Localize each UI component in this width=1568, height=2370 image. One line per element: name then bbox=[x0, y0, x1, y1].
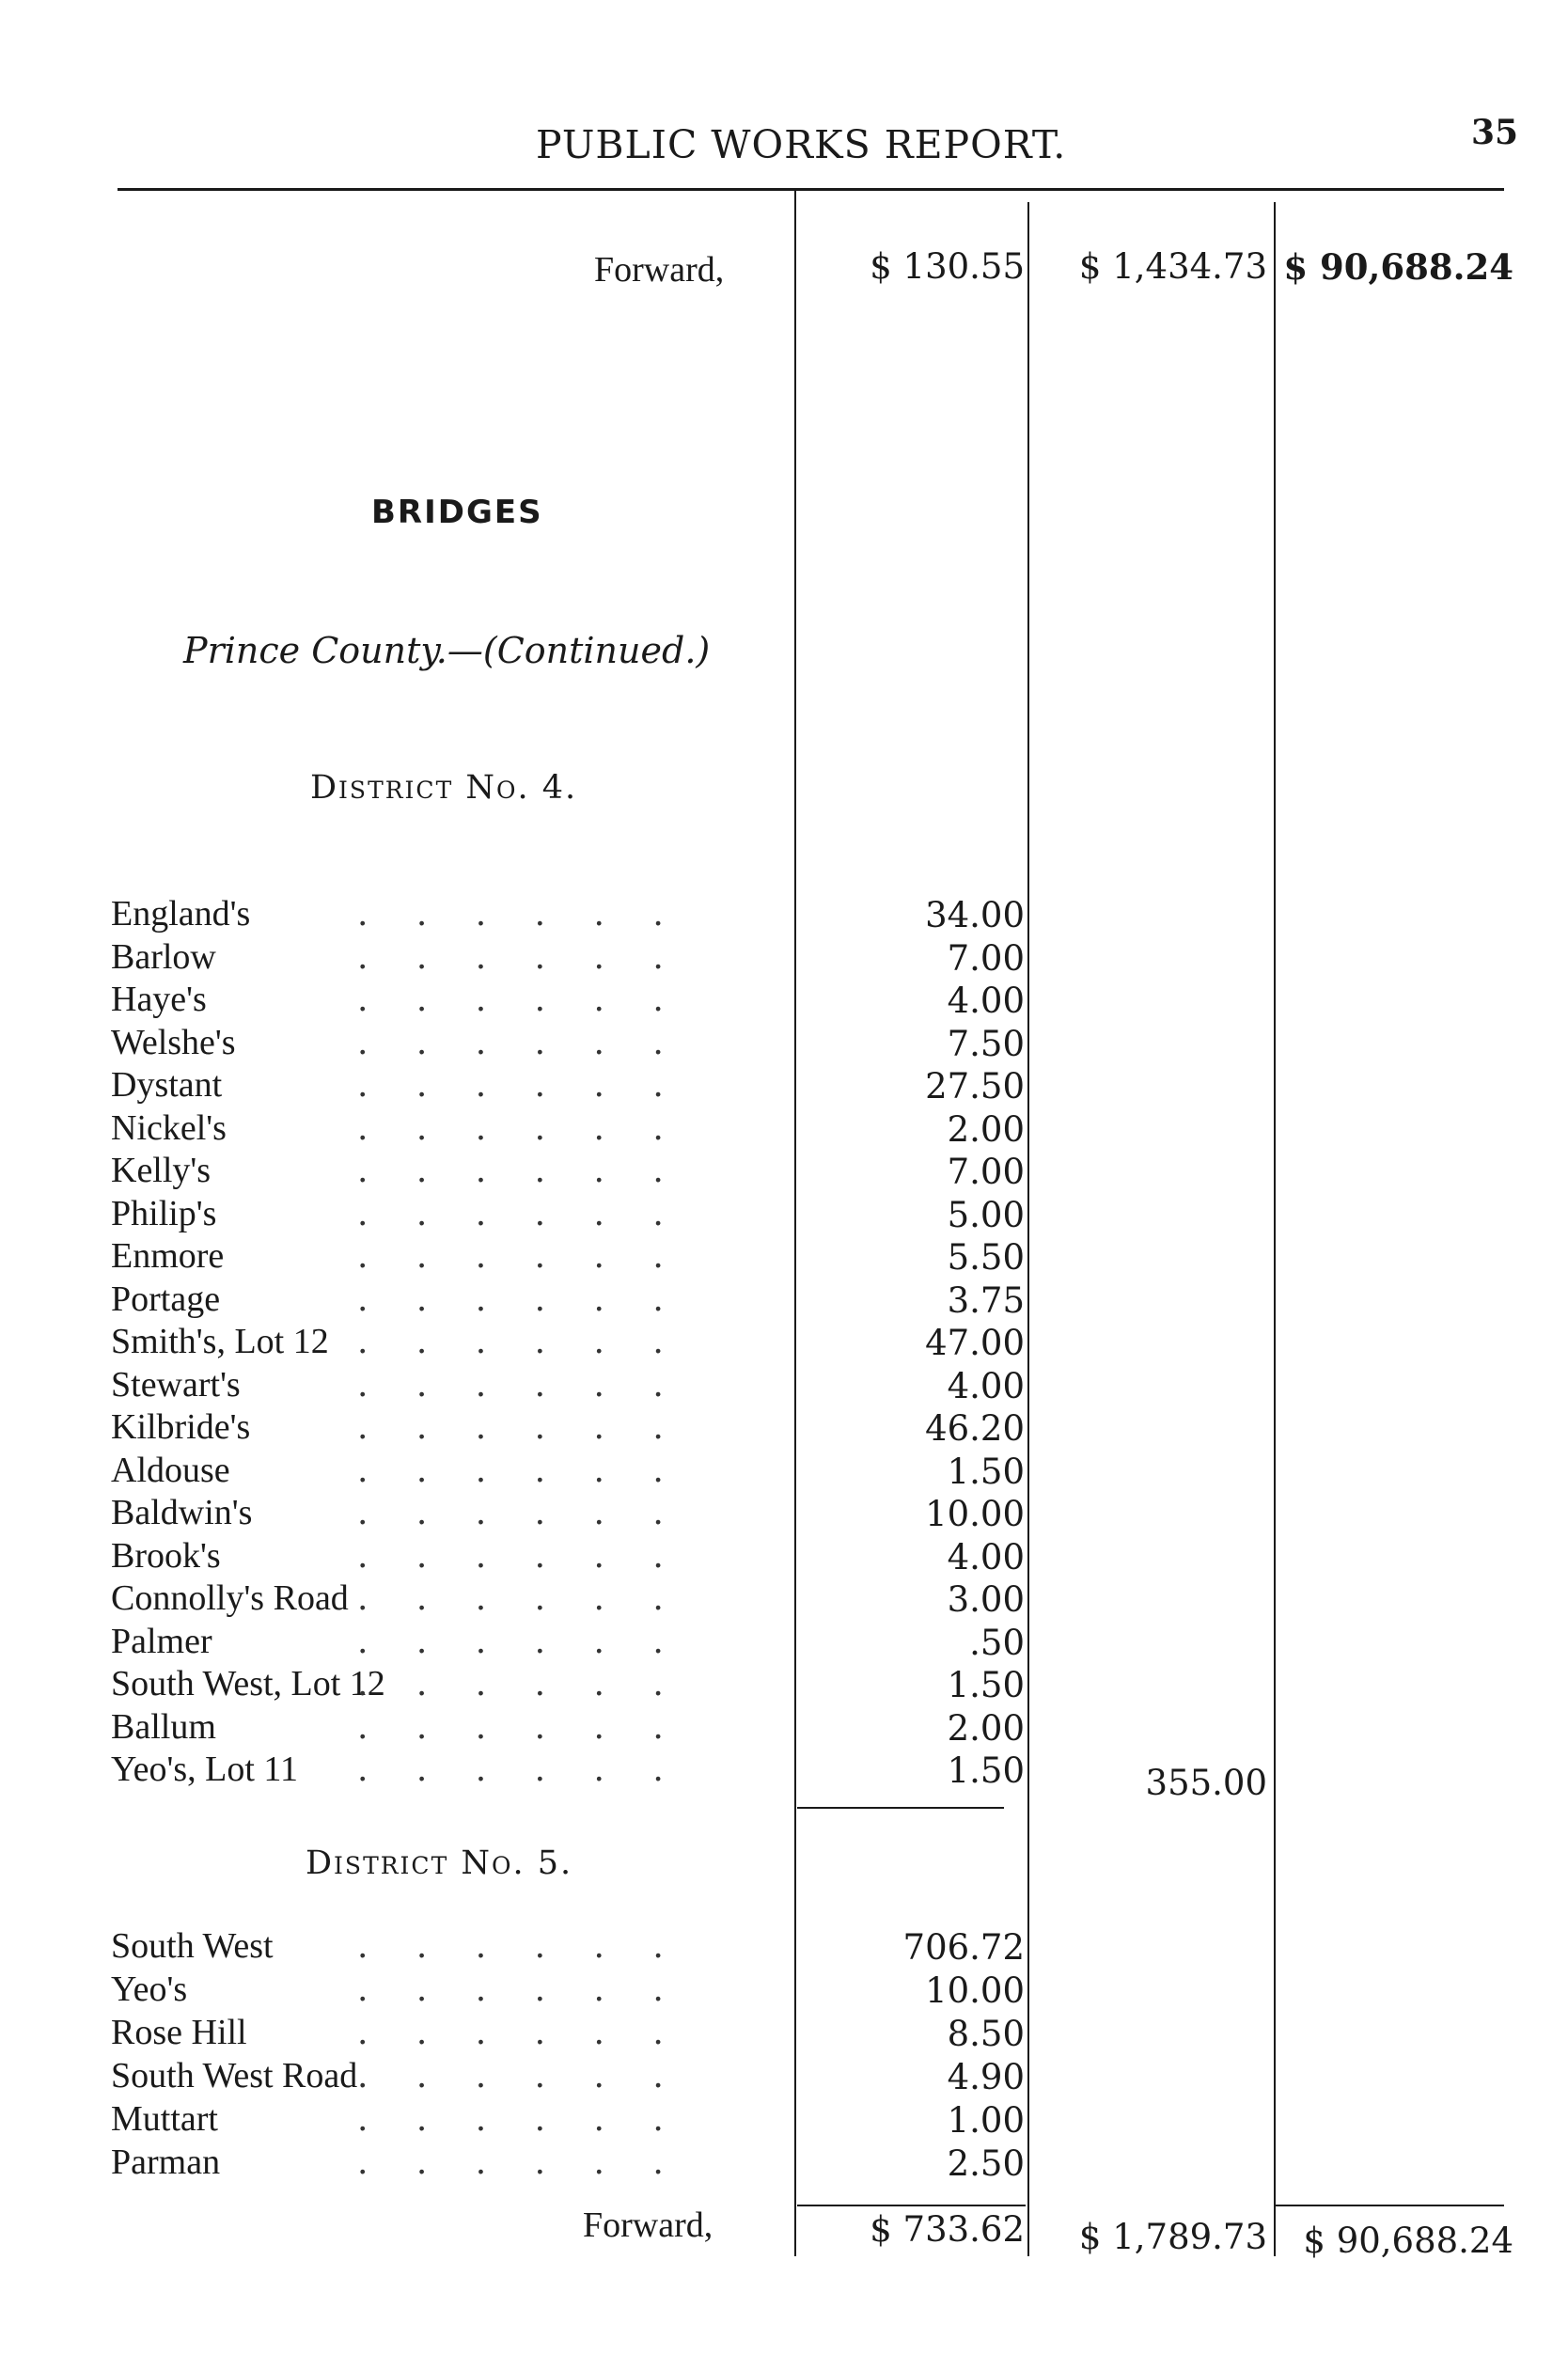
row-amount: 2.00 bbox=[947, 1108, 1025, 1150]
row-amount: 1.50 bbox=[947, 1451, 1025, 1492]
leader-dots: . . . . . . bbox=[357, 1066, 682, 1105]
leader-dots: . . . . . . bbox=[357, 2100, 682, 2139]
leader-dots: . . . . . . bbox=[357, 1365, 682, 1405]
row-amount: 5.00 bbox=[947, 1194, 1025, 1235]
leader-dots: . . . . . . bbox=[357, 1152, 682, 1190]
row-amount: 4.00 bbox=[947, 1536, 1025, 1577]
row-name: Nickel's bbox=[111, 1107, 227, 1148]
district-4-title: District No. 4. bbox=[310, 769, 578, 807]
row-amount: 4.00 bbox=[947, 1365, 1025, 1406]
leader-dots: . . . . . . bbox=[357, 1927, 682, 1966]
leader-dots: . . . . . . bbox=[357, 1408, 682, 1447]
leader-dots: . . . . . . bbox=[357, 1622, 682, 1661]
leader-dots: . . . . . . bbox=[357, 1108, 682, 1148]
bottom-rule-col1 bbox=[797, 2205, 1026, 2206]
row-amount: 1.50 bbox=[947, 1750, 1025, 1791]
district-4-total: 355.00 bbox=[1145, 1763, 1267, 1803]
row-amount: 3.00 bbox=[947, 1579, 1025, 1620]
row-name: England's bbox=[111, 894, 251, 934]
row-amount: 2.50 bbox=[947, 2143, 1025, 2184]
header-rule bbox=[118, 188, 1504, 191]
leader-dots: . . . . . . bbox=[357, 1023, 682, 1062]
row-name: Dystant bbox=[111, 1065, 223, 1105]
forward-bottom-label: Forward, bbox=[583, 2205, 713, 2245]
leader-dots: . . . . . . bbox=[357, 1237, 682, 1276]
row-name: Portage bbox=[111, 1279, 221, 1319]
leader-dots: . . . . . . bbox=[357, 1494, 682, 1532]
leader-dots: . . . . . . bbox=[357, 1194, 682, 1233]
row-name: Philip's bbox=[111, 1193, 217, 1233]
row-name: Kilbride's bbox=[111, 1407, 251, 1447]
row-name: Haye's bbox=[111, 980, 207, 1019]
page-title: PUBLIC WORKS REPORT. bbox=[536, 122, 1067, 167]
row-name: Ballum bbox=[111, 1706, 216, 1747]
forward-top-col1: $ 130.55 bbox=[870, 246, 1025, 287]
row-name: Muttart bbox=[111, 2099, 218, 2139]
row-amount: 1.00 bbox=[947, 2100, 1025, 2141]
leader-dots: . . . . . . bbox=[357, 1579, 682, 1618]
row-amount: 1.50 bbox=[947, 1665, 1025, 1705]
row-amount: 7.00 bbox=[947, 1152, 1025, 1192]
section-heading: BRIDGES bbox=[371, 494, 543, 531]
leader-dots: . . . . . . bbox=[357, 1750, 682, 1789]
row-name: Smith's, Lot 12 bbox=[111, 1322, 329, 1361]
row-amount: 10.00 bbox=[925, 1970, 1025, 2011]
forward-top-col2: $ 1,434.73 bbox=[1078, 246, 1267, 287]
forward-bottom-col1: $ 733.62 bbox=[870, 2209, 1025, 2250]
row-name: Connolly's Road bbox=[111, 1578, 349, 1618]
district-5-title: District No. 5. bbox=[306, 1844, 573, 1882]
row-name: Yeo's bbox=[111, 1970, 188, 2009]
row-amount: 47.00 bbox=[925, 1323, 1025, 1363]
row-amount: 2.00 bbox=[947, 1707, 1025, 1749]
row-name: Stewart's bbox=[111, 1364, 241, 1405]
row-name: Enmore bbox=[111, 1236, 225, 1276]
row-amount: 4.00 bbox=[947, 981, 1025, 1021]
row-amount: 4.90 bbox=[947, 2057, 1025, 2097]
county-heading: Prince County.—(Continued.) bbox=[183, 630, 711, 671]
leader-dots: . . . . . . bbox=[357, 1451, 682, 1490]
leader-dots: . . . . . . bbox=[357, 895, 682, 934]
row-name: Brook's bbox=[111, 1535, 221, 1576]
leader-dots: . . . . . . bbox=[357, 2057, 682, 2095]
leader-dots: . . . . . . bbox=[357, 1970, 682, 2009]
row-amount: 7.00 bbox=[947, 937, 1025, 979]
column-divider-2 bbox=[1027, 202, 1029, 2256]
row-name: Barlow bbox=[111, 936, 216, 977]
row-name: Yeo's, Lot 11 bbox=[111, 1750, 298, 1789]
row-name: Palmer bbox=[111, 1621, 212, 1661]
row-amount: 8.50 bbox=[947, 2014, 1025, 2054]
row-amount: 10.00 bbox=[925, 1494, 1025, 1534]
row-name: Parman bbox=[111, 2142, 221, 2182]
row-amount: 3.75 bbox=[947, 1279, 1025, 1321]
forward-top-label: Forward, bbox=[594, 250, 725, 290]
row-name: Rose Hill bbox=[111, 2013, 247, 2052]
page-number: 35 bbox=[1471, 113, 1519, 152]
leader-dots: . . . . . . bbox=[357, 937, 682, 977]
row-name: Baldwin's bbox=[111, 1493, 253, 1532]
row-amount: 706.72 bbox=[902, 1927, 1025, 1968]
row-name: South West, Lot 12 bbox=[111, 1664, 385, 1703]
row-amount: 5.50 bbox=[947, 1237, 1025, 1278]
forward-top-col3: $ 90,688.24 bbox=[1283, 246, 1513, 288]
forward-bottom-col3: $ 90,688.24 bbox=[1303, 2221, 1513, 2261]
row-name: Welshe's bbox=[111, 1022, 236, 1062]
leader-dots: . . . . . . bbox=[357, 2143, 682, 2182]
leader-dots: . . . . . . bbox=[357, 2014, 682, 2052]
leader-dots: . . . . . . bbox=[357, 1707, 682, 1747]
row-amount: 7.50 bbox=[947, 1023, 1025, 1064]
district-4-subtotal-rule bbox=[797, 1807, 1004, 1809]
leader-dots: . . . . . . bbox=[357, 981, 682, 1019]
leader-dots: . . . . . . bbox=[357, 1536, 682, 1576]
row-name: Kelly's bbox=[111, 1151, 212, 1190]
bottom-rule-col3 bbox=[1274, 2205, 1504, 2206]
column-divider-3 bbox=[1274, 202, 1276, 2256]
leader-dots: . . . . . . bbox=[357, 1279, 682, 1319]
column-divider-1 bbox=[794, 188, 796, 2256]
row-amount: 27.50 bbox=[925, 1066, 1025, 1107]
row-amount: 46.20 bbox=[925, 1408, 1025, 1449]
row-amount: 34.00 bbox=[925, 895, 1025, 935]
forward-bottom-col2: $ 1,789.73 bbox=[1078, 2217, 1267, 2257]
leader-dots: . . . . . . bbox=[357, 1665, 682, 1703]
row-name: South West Road bbox=[111, 2056, 358, 2095]
row-amount: .50 bbox=[969, 1622, 1025, 1663]
row-name: South West bbox=[111, 1926, 274, 1966]
leader-dots: . . . . . . bbox=[357, 1323, 682, 1361]
row-name: Aldouse bbox=[111, 1450, 230, 1490]
